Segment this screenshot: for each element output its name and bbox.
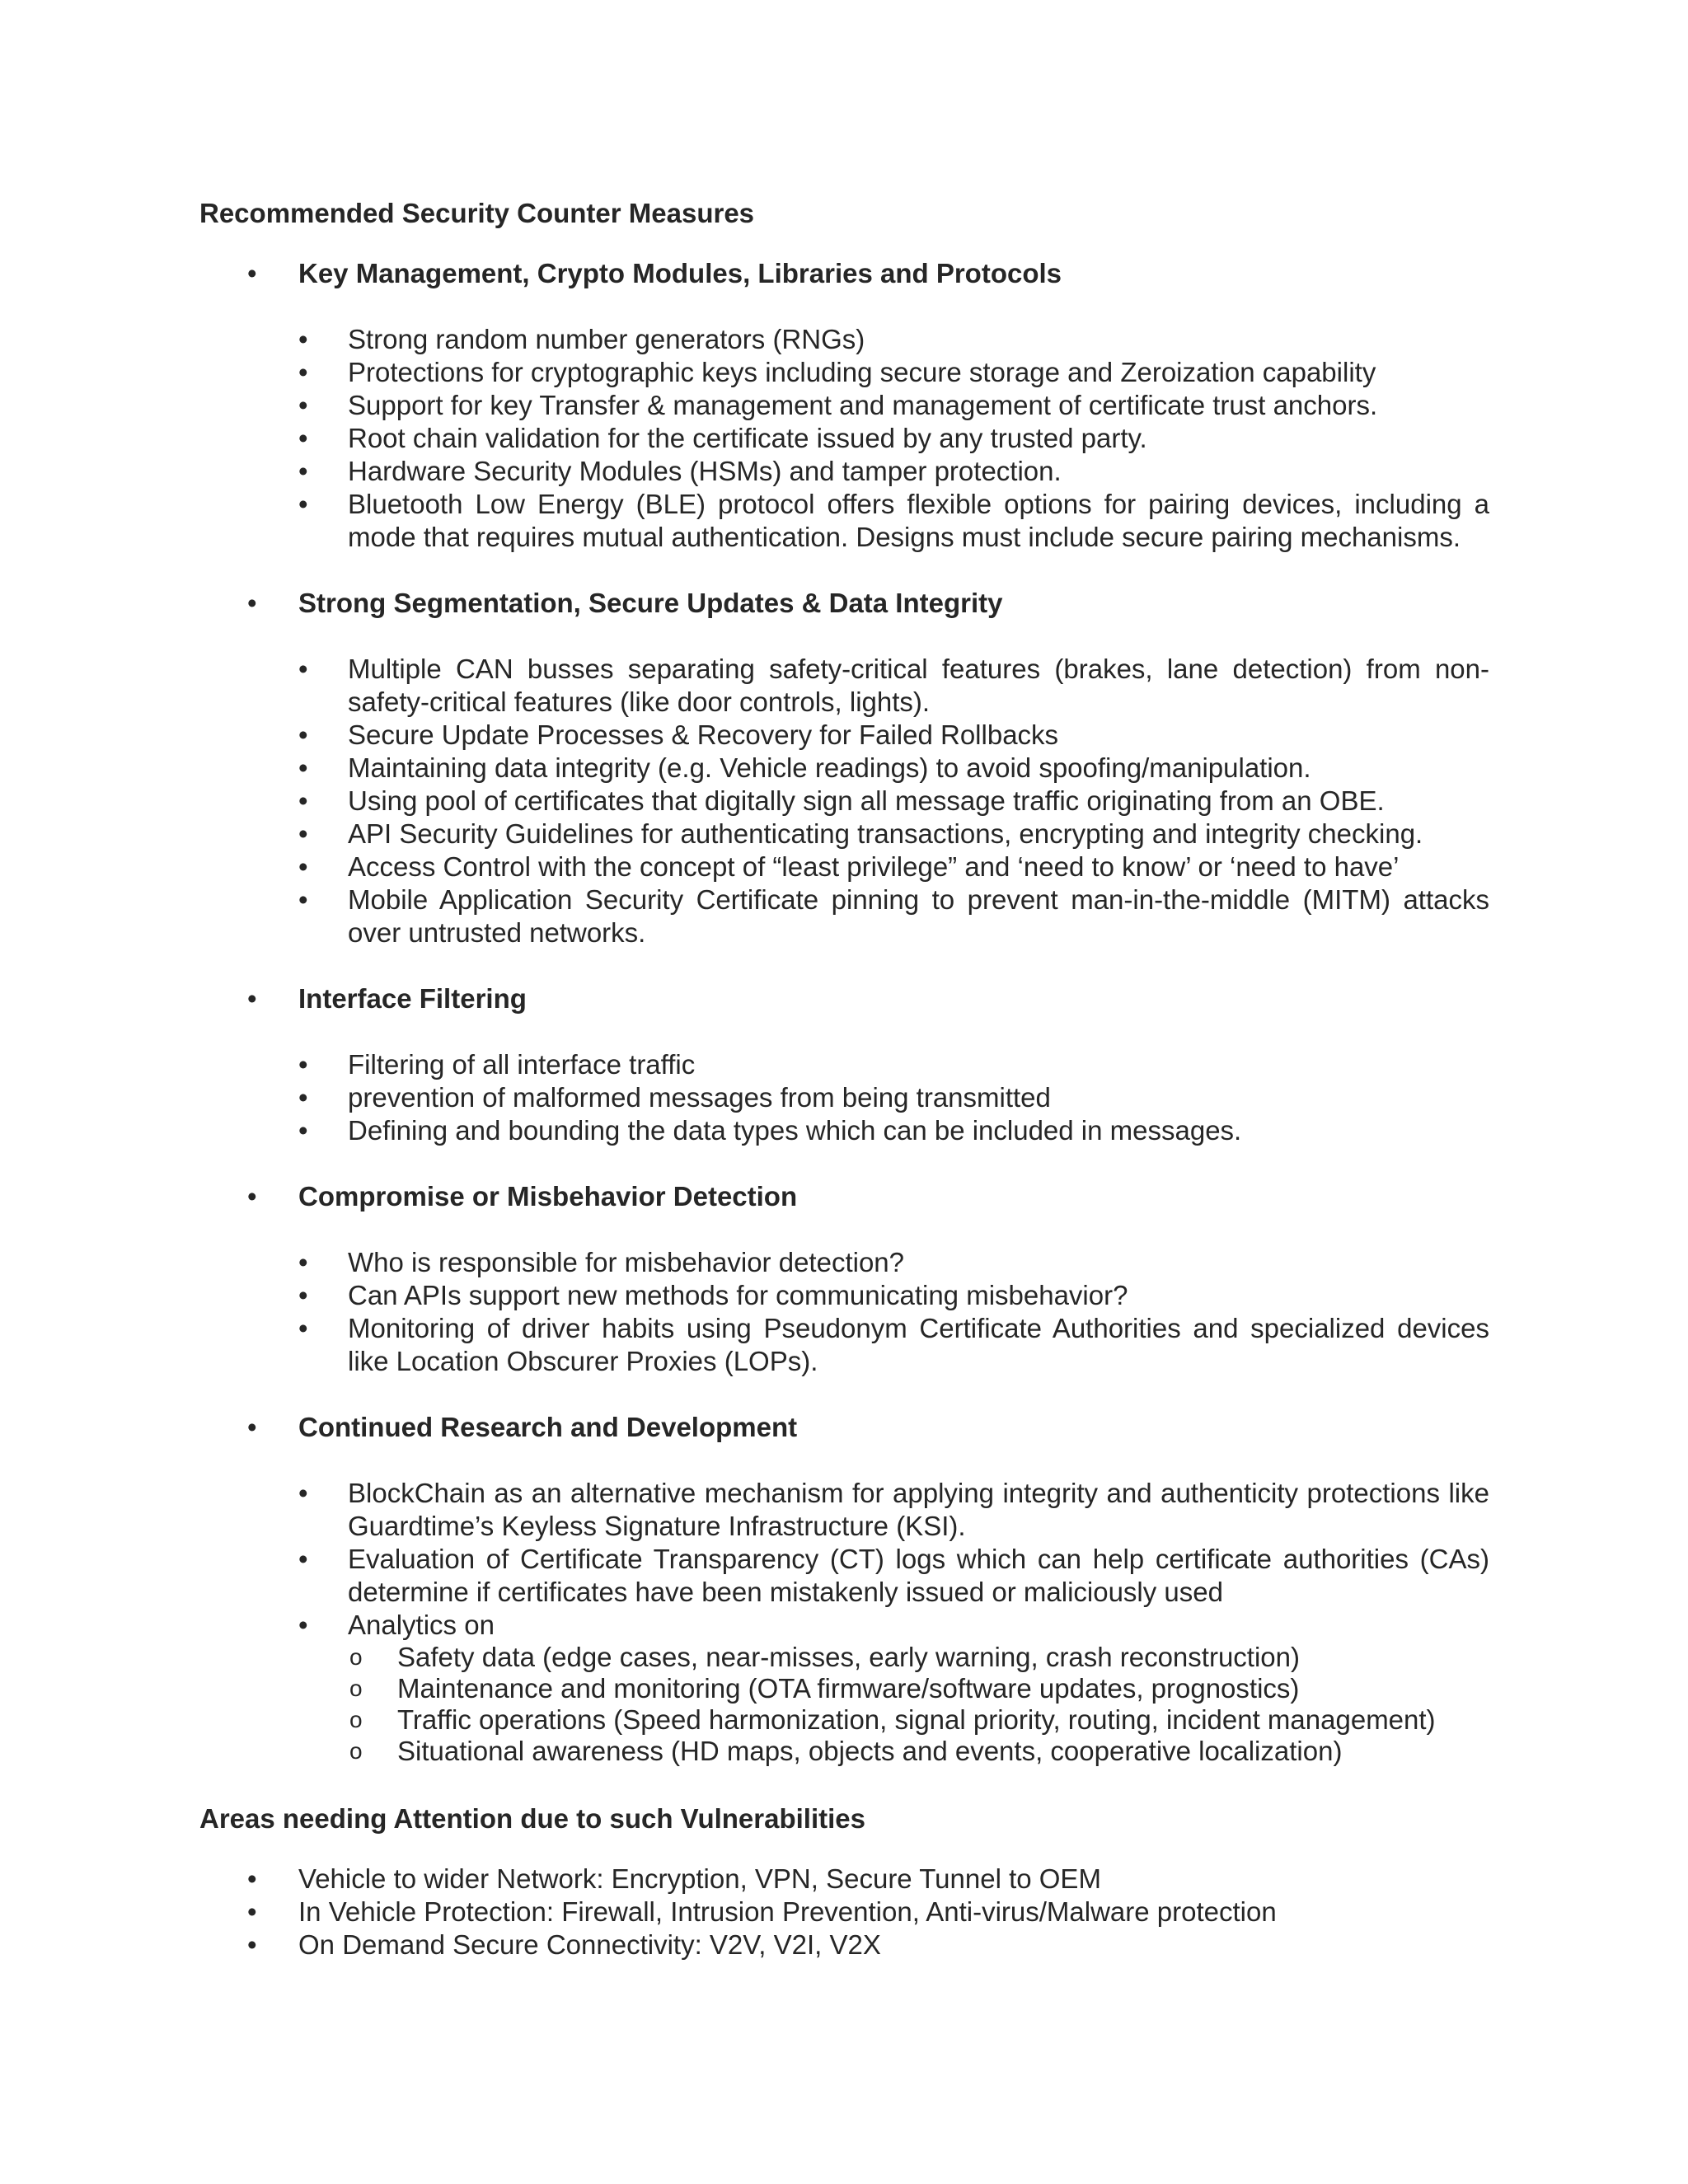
- section-research-development: [199, 1411, 1489, 1767]
- list-item-text: Who is responsible for misbehavior detection?: [348, 1247, 905, 1277]
- section-misbehavior-detection: [199, 1180, 1489, 1378]
- bullet-icon: •: [247, 1863, 257, 1894]
- list-item: [298, 356, 1489, 389]
- list-item: [298, 323, 1489, 356]
- list-item-text: Access Control with the concept of “least privilege” and ‘need to know’ or ‘need to have’: [348, 851, 1400, 882]
- section-items: [298, 1048, 1489, 1147]
- sub-list-item: [348, 1673, 1489, 1704]
- bullet-icon: •: [247, 983, 257, 1014]
- bullet-icon: •: [298, 423, 308, 453]
- section-items: [298, 1477, 1489, 1767]
- list-item-text: Monitoring of driver habits using Pseudonym Certificate Authorities and specialized devices like Location Obscurer Proxies (LOPs).: [348, 1313, 1489, 1376]
- counter-measures-list: [199, 257, 1489, 1767]
- list-item: [298, 1048, 1489, 1081]
- list-item: [298, 1246, 1489, 1279]
- section-title: Compromise or Misbehavior Detection: [298, 1181, 798, 1212]
- sub-list-item-text: Safety data (edge cases, near-misses, early warning, crash reconstruction): [397, 1642, 1300, 1672]
- bullet-icon: •: [298, 1247, 308, 1277]
- sub-list-item-text: Situational awareness (HD maps, objects and events, cooperative localization): [397, 1736, 1343, 1766]
- list-item: [298, 818, 1489, 851]
- circle-bullet-icon: o: [349, 1738, 363, 1764]
- bullet-icon: •: [298, 1478, 308, 1508]
- list-item: [298, 653, 1489, 719]
- sub-list-item: [348, 1736, 1489, 1767]
- bullet-icon: •: [298, 884, 308, 915]
- list-item: [298, 1279, 1489, 1312]
- list-item-text: In Vehicle Protection: Firewall, Intrusion Prevention, Anti-virus/Malware protection: [298, 1896, 1277, 1927]
- list-item-text: Vehicle to wider Network: Encryption, VPN, Secure Tunnel to OEM: [298, 1863, 1101, 1894]
- list-item: [298, 785, 1489, 818]
- list-item: [298, 752, 1489, 785]
- list-item-text: Multiple CAN busses separating safety-critical features (brakes, lane detection) from non-safety-critical features (like door controls, lights).: [348, 654, 1489, 717]
- list-item-text: On Demand Secure Connectivity: V2V, V2I, V2X: [298, 1929, 881, 1960]
- sub-list-item-text: Traffic operations (Speed harmonization, signal priority, routing, incident management): [397, 1704, 1436, 1735]
- bullet-icon: •: [298, 1115, 308, 1146]
- bullet-icon: •: [298, 456, 308, 486]
- section-title: Continued Research and Development: [298, 1412, 798, 1442]
- document-body: [199, 194, 1489, 1961]
- circle-bullet-icon: o: [349, 1675, 363, 1701]
- bullet-icon: •: [247, 1412, 257, 1442]
- bullet-icon: •: [298, 1544, 308, 1574]
- section-title: Strong Segmentation, Secure Updates & Data Integrity: [298, 588, 1003, 618]
- list-item: [298, 455, 1489, 488]
- bullet-icon: •: [298, 654, 308, 684]
- list-item: [199, 1929, 1489, 1961]
- list-item-text: Maintaining data integrity (e.g. Vehicle readings) to avoid spoofing/manipulation.: [348, 752, 1311, 783]
- section-title: Key Management, Crypto Modules, Libraries and Protocols: [298, 258, 1062, 288]
- bullet-icon: •: [298, 752, 308, 783]
- list-item-text: Mobile Application Security Certificate pinning to prevent man-in-the-middle (MITM) attacks over untrusted networks.: [348, 884, 1489, 948]
- bullet-icon: •: [247, 1929, 257, 1960]
- list-item-text: Using pool of certificates that digitally sign all message traffic originating from an OBE.: [348, 785, 1385, 816]
- list-item-text: Bluetooth Low Energy (BLE) protocol offers flexible options for pairing devices, including a mode that requires mutual authentication. Designs must include secure pairing mechanisms.: [348, 489, 1489, 552]
- list-item-text: Filtering of all interface traffic: [348, 1049, 696, 1080]
- bullet-icon: •: [298, 851, 308, 882]
- analytics-sub-list: [348, 1642, 1489, 1767]
- list-item-text: Hardware Security Modules (HSMs) and tamper protection.: [348, 456, 1062, 486]
- list-item-text: Analytics on: [348, 1610, 495, 1640]
- sub-list-item: [348, 1704, 1489, 1736]
- list-item: [298, 883, 1489, 949]
- list-item: [199, 1863, 1489, 1896]
- list-item-text: Root chain validation for the certificate issued by any trusted party.: [348, 423, 1147, 453]
- bullet-icon: •: [298, 390, 308, 420]
- list-item: [199, 1896, 1489, 1929]
- list-item-text: API Security Guidelines for authenticating transactions, encrypting and integrity checking.: [348, 818, 1423, 849]
- list-item-text: Can APIs support new methods for communicating misbehavior?: [348, 1280, 1128, 1310]
- list-item-text: Secure Update Processes & Recovery for Failed Rollbacks: [348, 719, 1059, 750]
- section-items: [298, 323, 1489, 554]
- section-strong-segmentation: [199, 587, 1489, 949]
- heading-recommended-security-counter-measures: Recommended Security Counter Measures: [199, 198, 755, 228]
- bullet-icon: •: [247, 258, 257, 288]
- bullet-icon: •: [298, 1049, 308, 1080]
- list-item-text: BlockChain as an alternative mechanism for applying integrity and authenticity protections like Guardtime’s Keyless Signature Infrastructure (KSI).: [348, 1478, 1489, 1541]
- list-item: [298, 488, 1489, 554]
- bullet-icon: •: [247, 588, 257, 618]
- list-item-text: Strong random number generators (RNGs): [348, 324, 865, 354]
- bullet-icon: •: [298, 489, 308, 519]
- bullet-icon: •: [298, 324, 308, 354]
- section-items: [298, 1246, 1489, 1378]
- list-item: [298, 1114, 1489, 1147]
- sub-list-item-text: Maintenance and monitoring (OTA firmware/software updates, prognostics): [397, 1673, 1300, 1704]
- bullet-icon: •: [298, 1280, 308, 1310]
- list-item: [298, 1081, 1489, 1114]
- list-item: [298, 1477, 1489, 1543]
- section-title: Interface Filtering: [298, 983, 527, 1014]
- list-item: [298, 1312, 1489, 1378]
- bullet-icon: •: [298, 719, 308, 750]
- section-key-management: [199, 257, 1489, 554]
- list-item: [298, 851, 1489, 883]
- heading-areas-needing-attention: Areas needing Attention due to such Vulnerabilities: [199, 1803, 866, 1834]
- list-item: [298, 422, 1489, 455]
- bullet-icon: •: [247, 1181, 257, 1212]
- sub-list-item: [348, 1642, 1489, 1673]
- bullet-icon: •: [298, 785, 308, 816]
- bullet-icon: •: [298, 1610, 308, 1640]
- circle-bullet-icon: o: [349, 1707, 363, 1732]
- bullet-icon: •: [247, 1896, 257, 1927]
- list-item-text: Support for key Transfer & management and management of certificate trust anchors.: [348, 390, 1378, 420]
- bullet-icon: •: [298, 357, 308, 387]
- list-item: [298, 389, 1489, 422]
- list-item-text: Protections for cryptographic keys including secure storage and Zeroization capability: [348, 357, 1376, 387]
- list-item-text: Defining and bounding the data types which can be included in messages.: [348, 1115, 1242, 1146]
- section-items: [298, 653, 1489, 949]
- bullet-icon: •: [298, 1313, 308, 1343]
- list-item: [298, 719, 1489, 752]
- list-item: [298, 1609, 1489, 1767]
- bullet-icon: •: [298, 1082, 308, 1113]
- section-interface-filtering: [199, 982, 1489, 1147]
- circle-bullet-icon: o: [349, 1644, 363, 1670]
- bullet-icon: •: [298, 818, 308, 849]
- list-item-text: prevention of malformed messages from being transmitted: [348, 1082, 1051, 1113]
- areas-list: [199, 1863, 1489, 1961]
- list-item: [298, 1543, 1489, 1609]
- list-item-text: Evaluation of Certificate Transparency (CT) logs which can help certificate authorities (CAs) determine if certificates have been mistakenly issued or maliciously used: [348, 1544, 1489, 1607]
